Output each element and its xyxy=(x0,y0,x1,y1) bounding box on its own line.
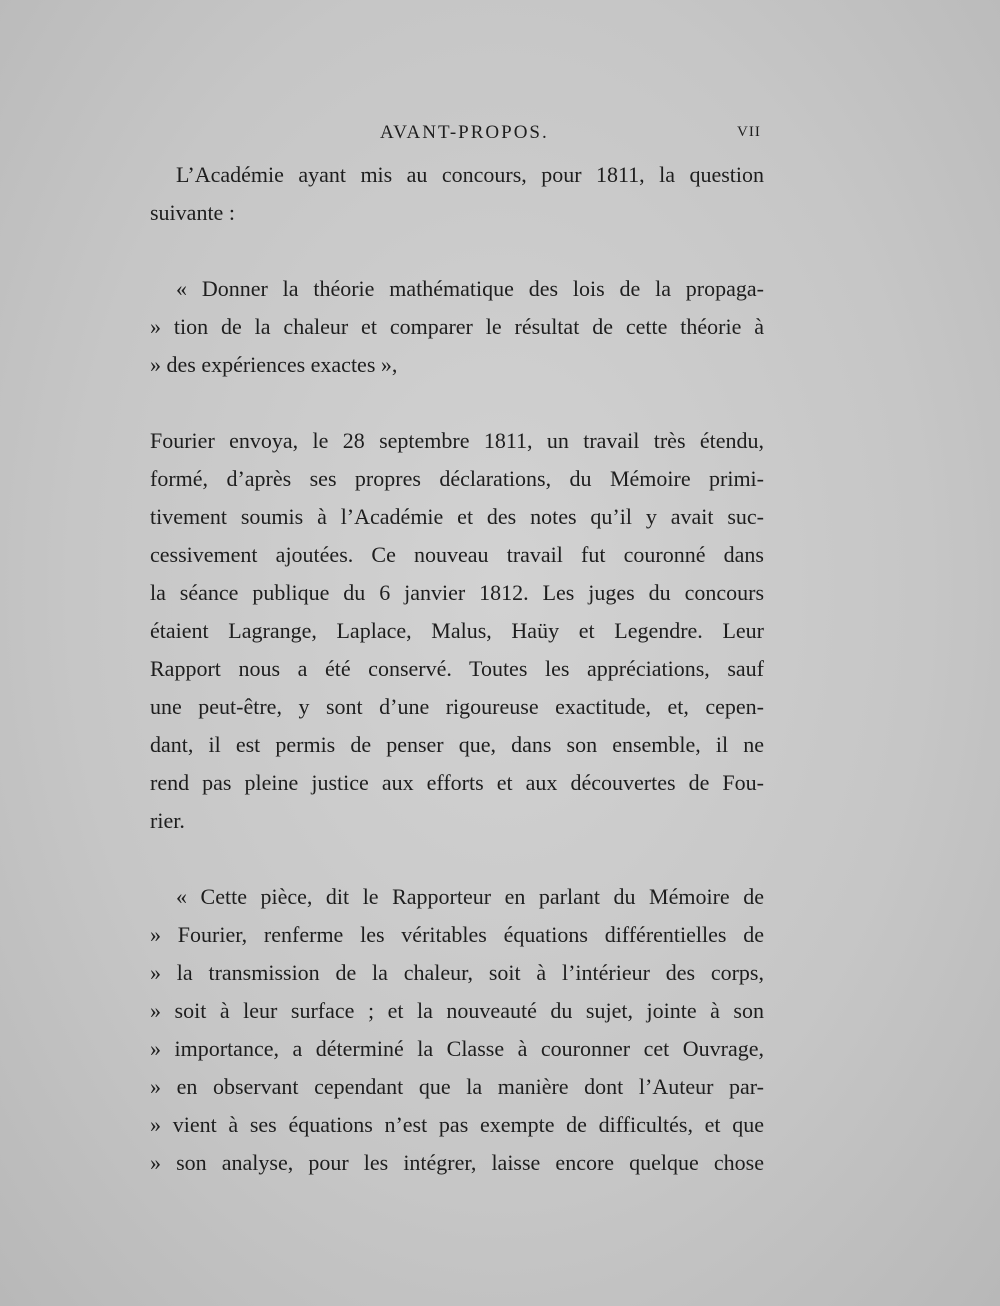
text-line: la séance publique du 6 janvier 1812. Les juges du concours xyxy=(150,580,764,605)
text-line: « Cette pièce, dit le Rapporteur en parlant du Mémoire de xyxy=(176,884,764,909)
running-head xyxy=(0,122,1000,152)
text-line: une peut-être, y sont d’une rigoureuse exactitude, et, cepen- xyxy=(150,694,764,719)
quotation-1 xyxy=(150,270,764,384)
text-line: » importance, a déterminé la Classe à couronner cet Ouvrage, xyxy=(150,1036,764,1061)
text-line: formé, d’après ses propres déclarations, du Mémoire primi- xyxy=(150,466,764,491)
text-line: rier. xyxy=(150,808,185,833)
page-number: VII xyxy=(737,124,761,140)
running-title: AVANT-PROPOS. xyxy=(380,122,549,143)
text-line: » des expériences exactes », xyxy=(150,352,398,377)
text-line: Fourier envoya, le 28 septembre 1811, un travail très étendu, xyxy=(150,428,764,453)
text-line: » tion de la chaleur et comparer le résultat de cette théorie à xyxy=(150,314,764,339)
text-line: « Donner la théorie mathématique des lois de la propaga- xyxy=(176,276,764,301)
text-line: » Fourier, renferme les véritables équations différentielles de xyxy=(150,922,764,947)
paragraph-2 xyxy=(150,422,764,840)
text-line: tivement soumis à l’Académie et des notes qu’il y avait suc- xyxy=(150,504,764,529)
quotation-2 xyxy=(150,878,764,1182)
text-body xyxy=(150,156,764,1182)
paragraph-1 xyxy=(150,156,764,232)
text-line: étaient Lagrange, Laplace, Malus, Haüy et Legendre. Leur xyxy=(150,618,764,643)
text-line: » la transmission de la chaleur, soit à l’intérieur des corps, xyxy=(150,960,764,985)
text-line: » vient à ses équations n’est pas exempte de difficultés, et que xyxy=(150,1112,764,1137)
text-line: L’Académie ayant mis au concours, pour 1811, la question xyxy=(176,162,764,187)
text-line: dant, il est permis de penser que, dans son ensemble, il ne xyxy=(150,732,764,757)
text-line: suivante : xyxy=(150,200,235,225)
text-line: rend pas pleine justice aux efforts et aux découvertes de Fou- xyxy=(150,770,764,795)
text-line: cessivement ajoutées. Ce nouveau travail fut couronné dans xyxy=(150,542,764,567)
text-line: » son analyse, pour les intégrer, laisse encore quelque chose xyxy=(150,1150,764,1175)
text-line: » soit à leur surface ; et la nouveauté du sujet, jointe à son xyxy=(150,998,764,1023)
text-line: » en observant cependant que la manière dont l’Auteur par- xyxy=(150,1074,764,1099)
text-line: Rapport nous a été conservé. Toutes les appréciations, sauf xyxy=(150,656,764,681)
